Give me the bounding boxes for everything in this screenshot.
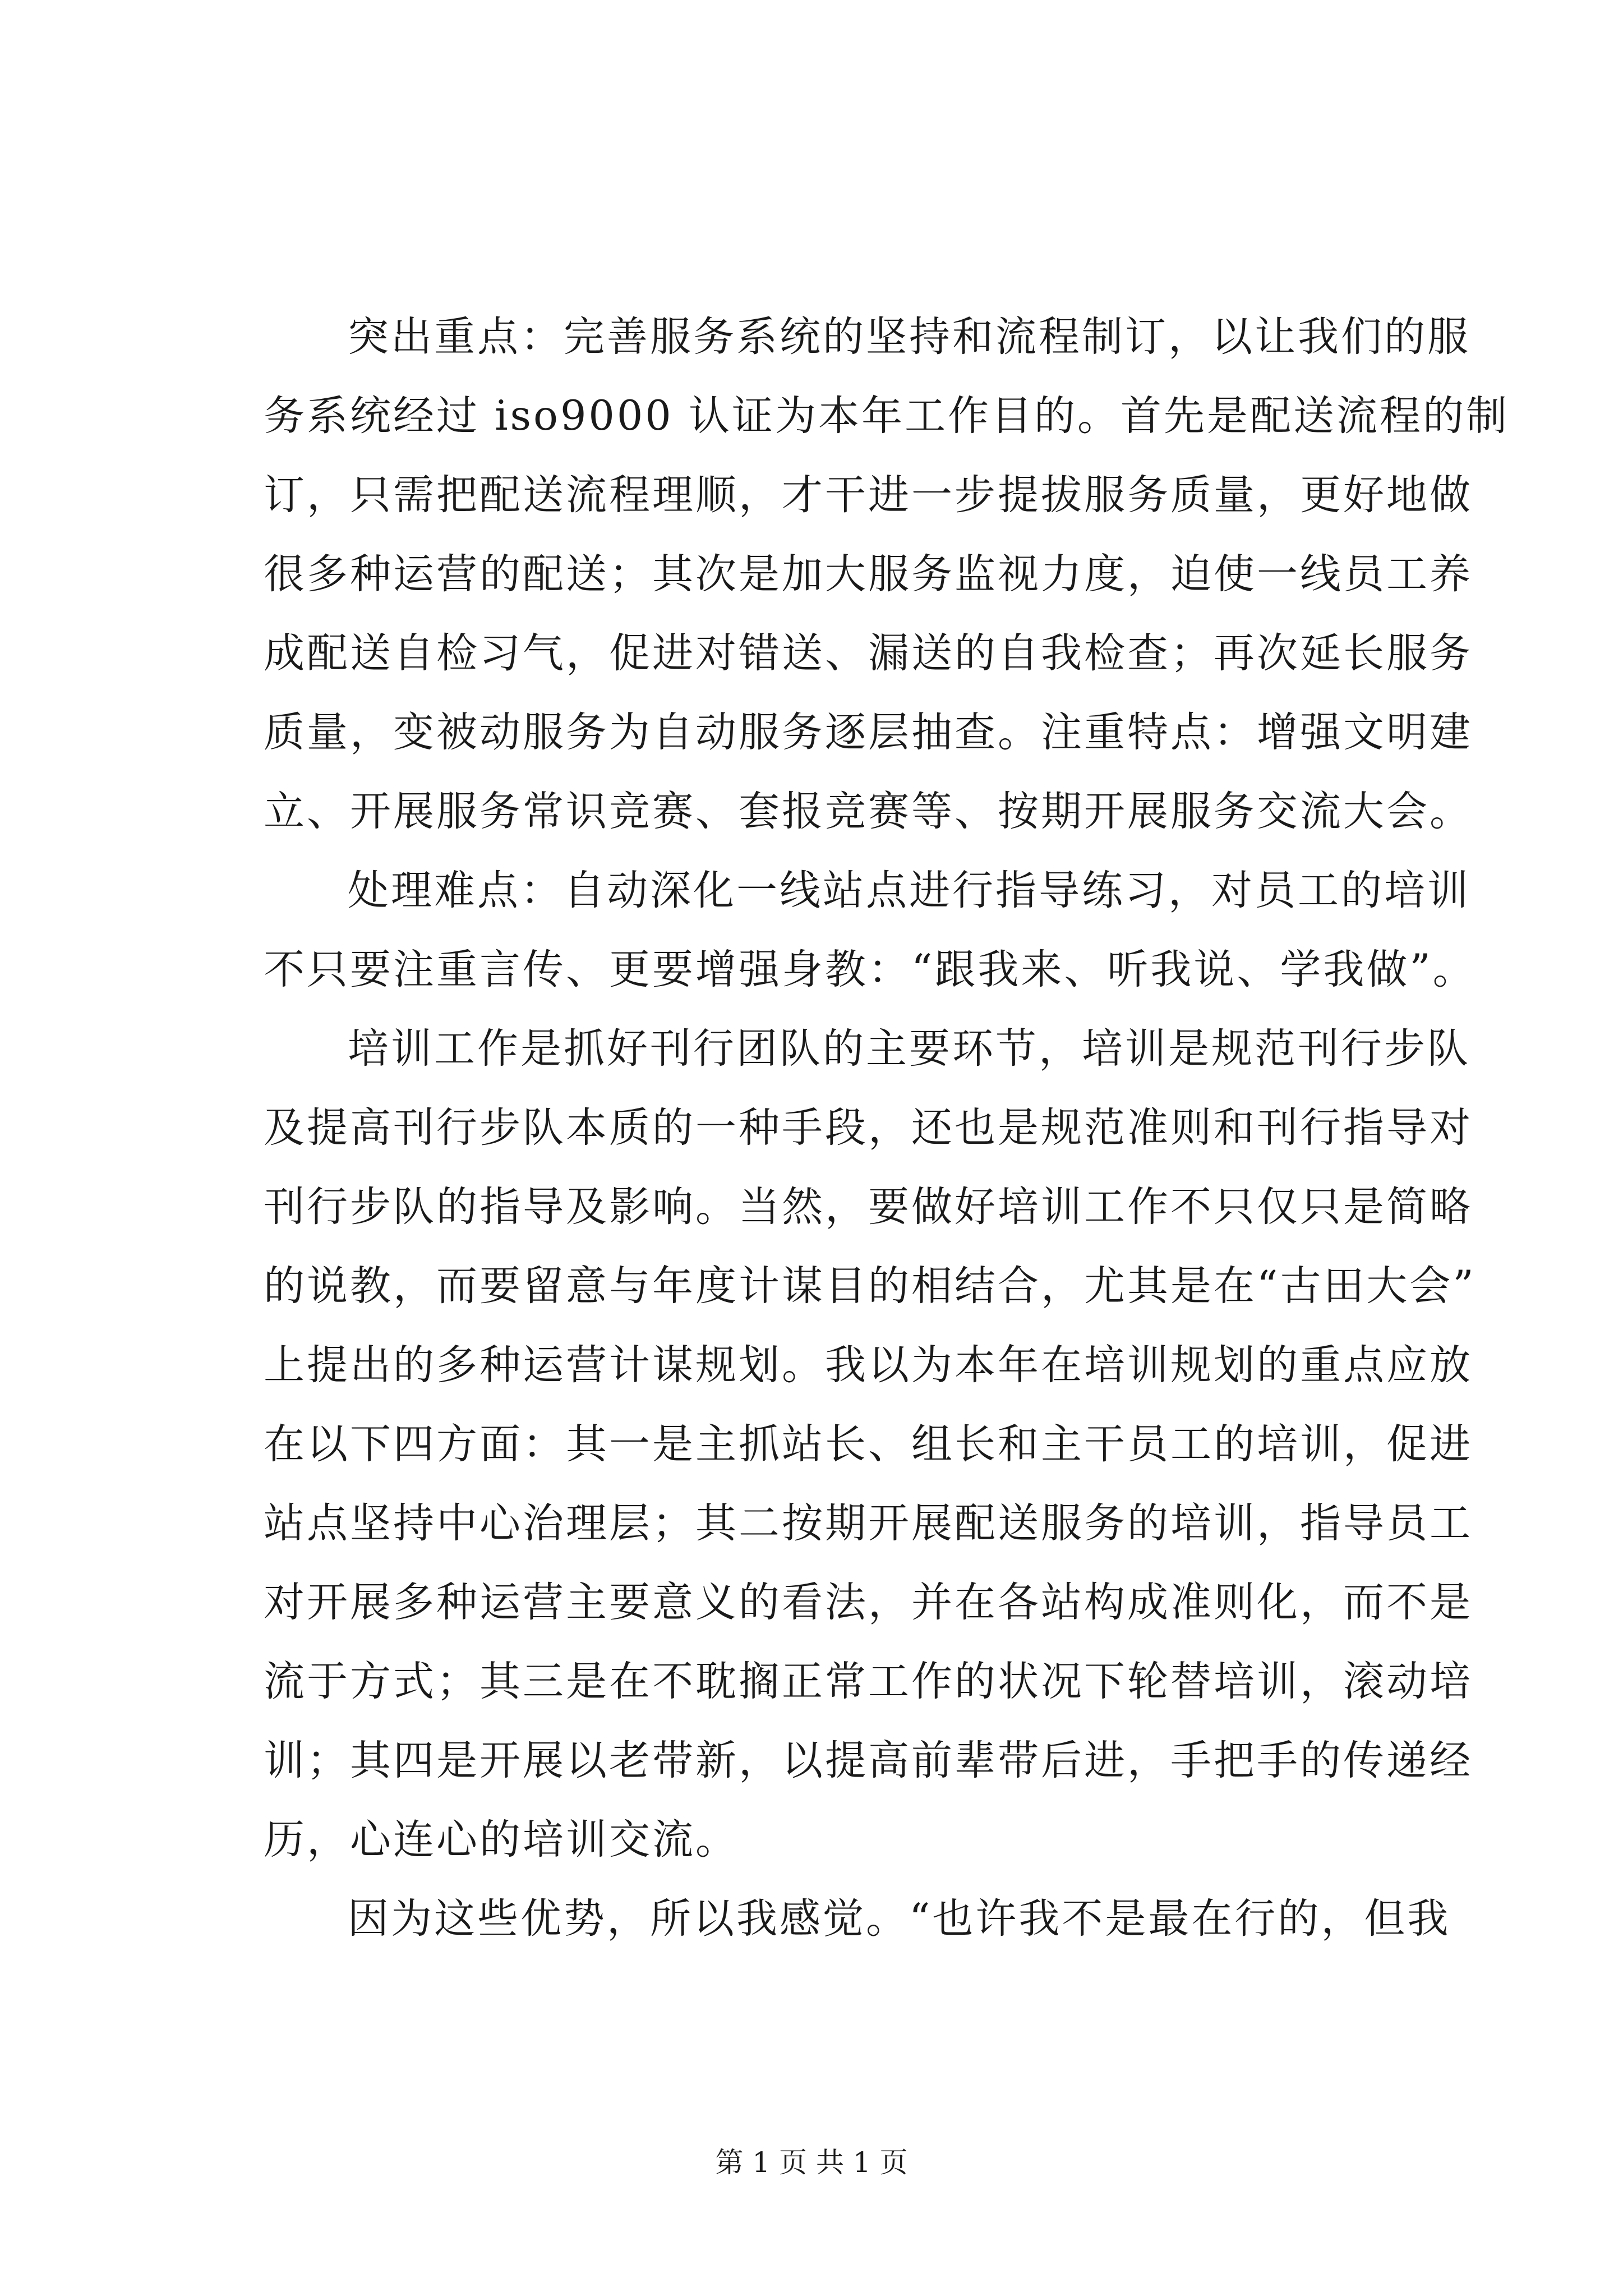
paragraph-3-line-6: 在以下四方面：其一是主抓站长、组长和主干员工的培训，促进	[264, 1420, 1473, 1468]
paragraph-3-line-3: 刊行步队的指导及影响。当然，要做好培训工作不只仅只是简略	[264, 1183, 1473, 1231]
paragraph-3-line-5: 上提出的多种运营计谋规划。我以为本年在培训规划的重点应放	[264, 1341, 1473, 1389]
paragraph-3-line-9: 流于方式；其三是在不耽搁正常工作的状况下轮替培训，滚动培	[264, 1658, 1473, 1705]
paragraph-1-line-2: 务系统经过 iso9000 认证为本年工作目的。首先是配送流程的制	[264, 392, 1509, 440]
paragraph-1-line-5: 成配送自检习气，促进对错送、漏送的自我检查；再次延长服务	[264, 629, 1473, 677]
paragraph-3-line-8: 对开展多种运营主要意义的看法，并在各站构成准则化，而不是	[264, 1579, 1473, 1626]
page-footer	[0, 2143, 1623, 2182]
paragraph-3-line-1: 培训工作是抓好刊行团队的主要环节，培训是规范刊行步队	[348, 1025, 1470, 1073]
paragraph-2-line-1: 处理难点：自动深化一线站点进行指导练习，对员工的培训	[348, 867, 1470, 914]
paragraph-1-line-6: 质量，变被动服务为自动服务逐层抽查。注重特点：增强文明建	[264, 708, 1473, 756]
document-body	[264, 297, 1509, 1958]
paragraph-3-line-4: 的说教，而要留意与年度计谋目的相结合，尤其是在“古田大会”	[264, 1262, 1476, 1310]
paragraph-1-line-1: 突出重点：完善服务系统的坚持和流程制订，以让我们的服	[348, 313, 1470, 361]
paragraph-2-line-2: 不只要注重言传、更要增强身教：“跟我来、听我说、学我做”。	[264, 946, 1476, 993]
paragraph-4-line-1: 因为这些优势，所以我感觉。“也许我不是最在行的，但我	[348, 1895, 1451, 1943]
page-number-label: 第 1 页 共 1 页	[715, 2146, 908, 2179]
paragraph-1-line-4: 很多种运营的配送；其次是加大服务监视力度，迫使一线员工养	[264, 550, 1473, 598]
paragraph-3-line-7: 站点坚持中心治理层；其二按期开展配送服务的培训，指导员工	[264, 1499, 1473, 1547]
paragraph-3-line-11: 历，心连心的培训交流。	[264, 1816, 739, 1864]
paragraph-1-line-7: 立、开展服务常识竞赛、套报竞赛等、按期开展服务交流大会。	[264, 788, 1473, 835]
paragraph-1-line-3: 订，只需把配送流程理顺，才干进一步提拔服务质量，更好地做	[264, 471, 1473, 519]
paragraph-3-line-10: 训；其四是开展以老带新，以提高前辈带后进，手把手的传递经	[264, 1737, 1473, 1784]
paragraph-3-line-2: 及提高刊行步队本质的一种手段，还也是规范准则和刊行指导对	[264, 1104, 1473, 1152]
